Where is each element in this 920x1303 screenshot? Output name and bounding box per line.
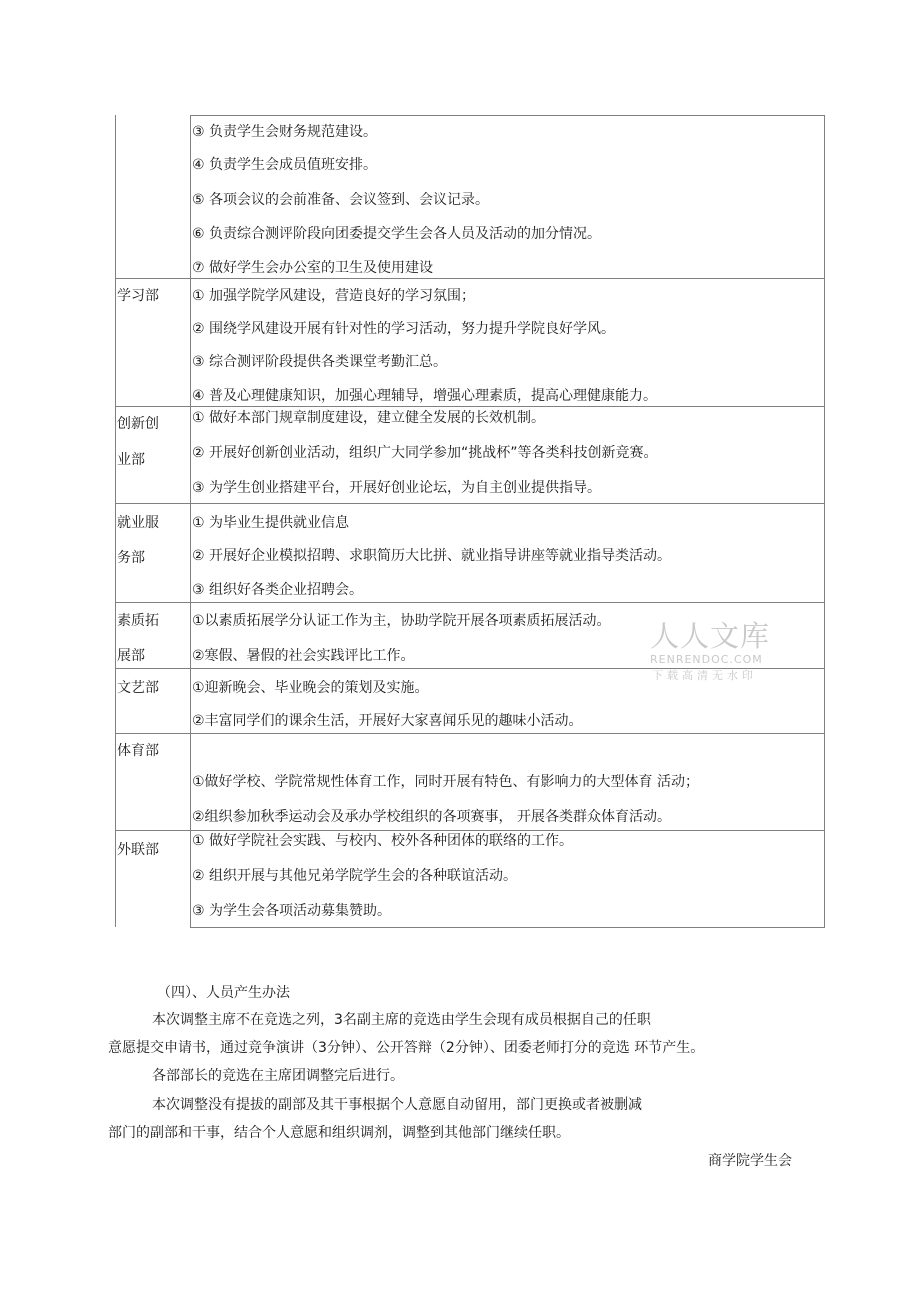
- duty-item: ④ 普及心理健康知识，加强心理辅导，增强心理素质，提高心理健康能力。: [192, 388, 657, 404]
- duty-item: ③ 负责学生会财务规范建设。: [192, 124, 378, 140]
- duty-item: ①以素质拓展学分认证工作为主，协助学院开展各项素质拓展活动。: [192, 613, 611, 629]
- paragraph-line: 部门的副部和干事，结合个人意愿和组织调剂，调整到其他部门继续任职。: [108, 1125, 570, 1141]
- department-name: 文艺部: [117, 680, 159, 696]
- department-name: 创新创: [117, 416, 159, 432]
- duty-item: ① 做好学院社会实践、与校内、校外各种团体的联络的工作。: [192, 833, 573, 849]
- table-border-top: [190, 115, 825, 116]
- department-name: 就业服: [117, 515, 159, 531]
- row-divider: [115, 733, 825, 734]
- table-divider-column: [190, 115, 191, 928]
- department-name: 展部: [117, 648, 145, 664]
- section-heading: （四）、人员产生办法: [157, 985, 290, 1001]
- duty-item: ③ 综合测评阶段提供各类课堂考勤汇总。: [192, 354, 447, 370]
- watermark-title: 人人文库: [650, 619, 771, 653]
- duty-item: ① 做好本部门规章制度建设，建立健全发展的长效机制。: [192, 410, 545, 426]
- duty-item: ① 为毕业生提供就业信息: [192, 515, 350, 531]
- department-name: 素质拓: [117, 613, 159, 629]
- row-divider: [115, 602, 825, 603]
- duty-item: ⑤ 各项会议的会前准备、会议签到、会议记录。: [192, 192, 489, 208]
- paragraph-line: 本次调整没有提拔的副部及其干事根据个人意愿自动留用，部门更换或者被删减: [152, 1097, 642, 1113]
- duty-item: ⑦ 做好学生会办公室的卫生及使用建设: [192, 260, 433, 276]
- row-divider: [115, 503, 825, 504]
- watermark-domain: RENRENDOC.COM: [650, 653, 763, 666]
- department-name: 外联部: [117, 842, 159, 858]
- duty-item: ② 开展好创新创业活动，组织广大同学参加“挑战杯”等各类科技创新竞赛。: [192, 445, 658, 461]
- duty-item: ②组织参加秋季运动会及承办学校组织的各项赛事， 开展各类群众体育活动。: [192, 809, 671, 825]
- table-border-left: [115, 115, 116, 927]
- duty-item: ② 开展好企业模拟招聘、求职简历大比拼、就业指导讲座等就业指导类活动。: [192, 548, 671, 564]
- duty-item: ①做好学校、学院常规性体育工作，同时开展有特色、有影响力的大型体育 活动；: [192, 774, 699, 790]
- signature: 商学院学生会: [708, 1153, 792, 1169]
- department-name: 体育部: [117, 743, 159, 759]
- duty-item: ②丰富同学们的课余生活，开展好大家喜闻乐见的趣味小活动。: [192, 713, 583, 729]
- table-border-right: [824, 115, 825, 928]
- duty-item: ① 加强学院学风建设，营造良好的学习氛围；: [192, 288, 475, 304]
- duty-item: ①迎新晚会、毕业晚会的策划及实施。: [192, 680, 429, 696]
- duty-item: ②寒假、暑假的社会实践评比工作。: [192, 648, 415, 664]
- duty-item: ② 围绕学风建设开展有针对性的学习活动，努力提升学院良好学风。: [192, 321, 615, 337]
- duty-item: ③ 为学生创业搭建平台，开展好创业论坛，为自主创业提供指导。: [192, 480, 601, 496]
- paragraph-line: 意愿提交申请书，通过竞争演讲（3分钟）、公开答辩（2分钟）、团委老师打分的竞选 环节产生。: [108, 1040, 705, 1056]
- row-divider: [115, 278, 825, 279]
- department-name: 务部: [117, 550, 145, 566]
- paragraph-line: 本次调整主席不在竞选之列，3名副主席的竞选由学生会现有成员根据自己的任职: [152, 1012, 651, 1028]
- row-divider: [115, 830, 825, 831]
- row-divider: [115, 406, 825, 407]
- duty-item: ⑥ 负责综合测评阶段向团委提交学生会各人员及活动的加分情况。: [192, 226, 601, 242]
- duty-item: ④ 负责学生会成员值班安排。: [192, 157, 378, 173]
- watermark-tagline: 下载高清无水印: [652, 669, 757, 682]
- duty-item: ② 组织开展与其他兄弟学院学生会的各种联谊活动。: [192, 868, 517, 884]
- table-border-bottom: [190, 927, 825, 928]
- paragraph-line: 各部部长的竞选在主席团调整完后进行。: [152, 1068, 404, 1084]
- department-name: 学习部: [117, 288, 159, 304]
- department-name: 业部: [117, 452, 145, 468]
- duty-item: ③ 组织好各类企业招聘会。: [192, 582, 364, 598]
- duty-item: ③ 为学生会各项活动募集赞助。: [192, 903, 392, 919]
